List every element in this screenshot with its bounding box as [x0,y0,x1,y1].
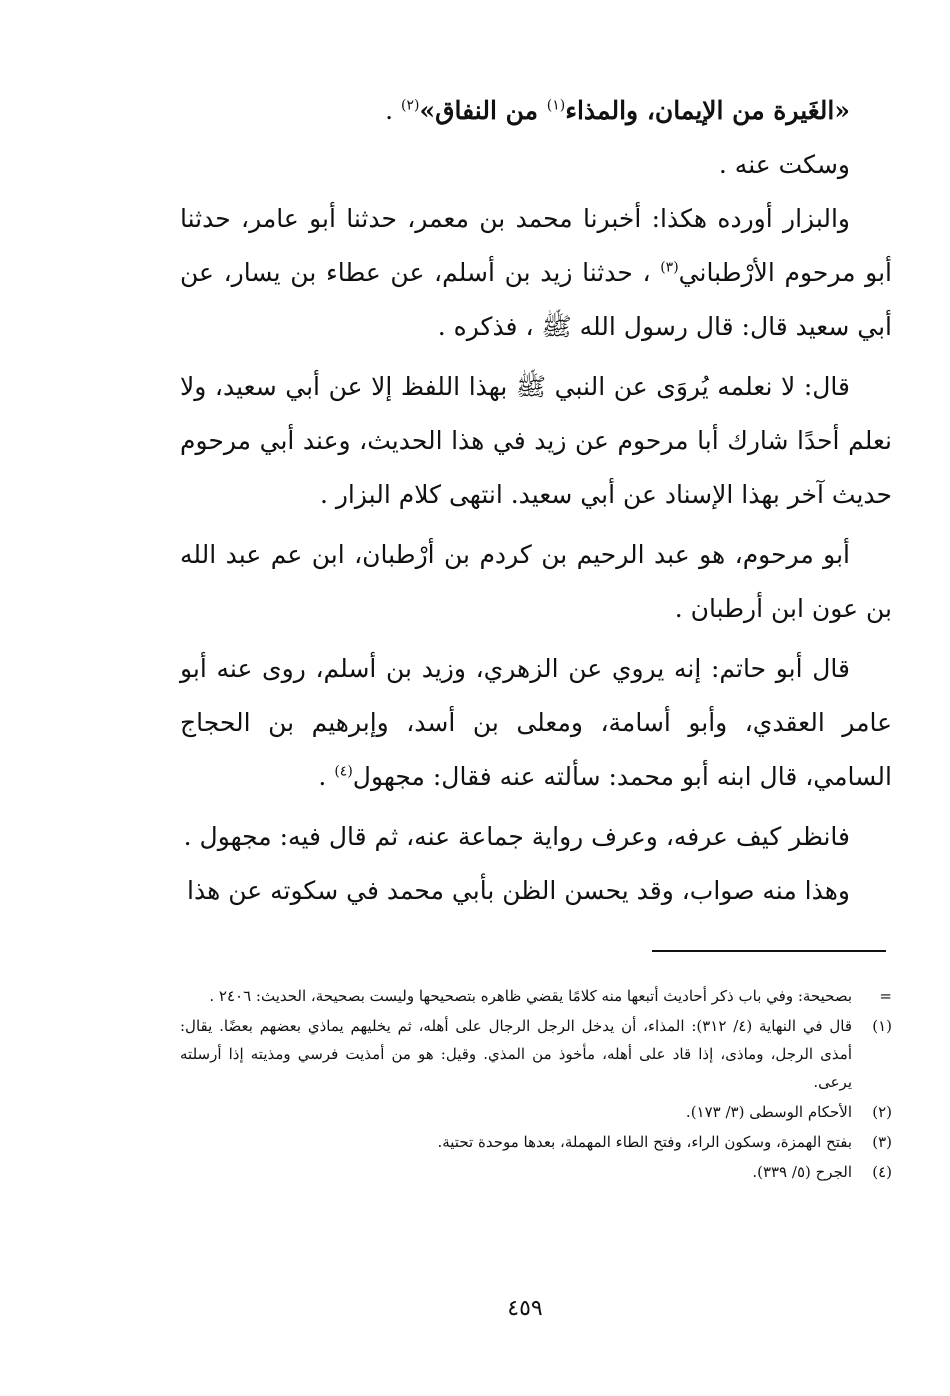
hadith-quote: «الغَيرة من الإيمان، والمذاء [565,96,850,125]
footnote-continued [180,982,892,1010]
footnote-ref-1: (١) [546,97,566,114]
footnote-3 [180,1128,892,1156]
footnote-number: (٢) [872,1103,892,1121]
footnote-text: بصحيحة: وفي باب ذكر أحاديث أتبعها منه كلامًا يقضي ظاهره بتصحيحها وليست بصحيحة، الحديث: ٢٤٠٦ . [209,987,852,1005]
bazzar-chain-b: ، حدثنا زيد بن أسلم، عن عطاء بن يسار، عن أبي سعيد قال: قال رسول الله ﷺ ، فذكره . [180,258,892,341]
footnote-number: (٤) [872,1163,892,1181]
abu-hatim-end: . [318,762,335,791]
footnote-number: (٣) [872,1133,892,1151]
footnote-text: بفتح الهمزة، وسكون الراء، وفتح الطاء المهملة، بعدها موحدة تحتية. [437,1133,852,1151]
hadith-quote-end: . [385,96,402,125]
footnote-ref-3: (٣) [660,259,679,276]
paragraph-hadith-quote [180,84,892,138]
footnote-1 [180,1012,892,1096]
main-text [180,84,892,918]
paragraph-bazzar-comment: قال: لا نعلمه يُروَى عن النبي ﷺ بهذا اللفظ إلا عن أبي سعيد، ولا نعلم أحدًا شارك أبا مرحوم عن زيد في هذا الحديث، وعند أبي مرحوم حديث آخر بهذا الإسناد عن أبي سعيد. انتهى كلام البزار . [180,372,892,509]
footnote-number: = [879,987,892,1005]
footnote-text: قال في النهاية (٤/ ٣١٢): المذاء، أن يدخل الرجل الرجال على أهله، ثم يخليهم يماذي بعضهم بعضًا. يقال: أمذى الرجل، وماذى، إذا قاد على أهله، مأخوذ من المذي. وقيل: هو من أمذيت فرسي ومذيته إذا أرسلته يرعى. [180,1017,852,1091]
footnote-4 [180,1158,892,1186]
paragraph-correct: وهذا منه صواب، وقد يحسن الظن بأبي محمد في سكوته عن هذا [187,876,850,905]
paragraph-abu-hatim [180,642,892,804]
paragraph-abu-marhum: أبو مرحوم، هو عبد الرحيم بن كردم بن أرْطبان، ابن عم عبد الله بن عون ابن أرطبان . [180,540,892,623]
footnote-ref-2: (٢) [401,97,420,114]
abu-hatim-text: قال أبو حاتم: إنه يروي عن الزهري، وزيد بن أسلم، روى عنه أبو عامر العقدي، وأبو أسامة، ومعلى بن أسد، وإبرهيم بن الحجاج السامي، قال ابنه أبو محمد: سألته عنه فقال: مجهول [180,654,892,791]
footnote-ref-4: (٤) [334,763,353,780]
footnote-text: الأحكام الوسطى (٣/ ١٧٣). [685,1103,852,1121]
paragraph-bazzar [180,192,892,354]
paragraph-observe: فانظر كيف عرفه، وعرف رواية جماعة عنه، ثم قال فيه: مجهول . [183,822,850,851]
hadith-quote-tail: من النفاق» [419,96,547,125]
footnote-divider [652,950,886,952]
bazzar-chain-a: والبزار أورده هكذا: أخبرنا محمد بن معمر، حدثنا أبو عامر، حدثنا أبو مرحوم الأرْطباني [180,204,892,287]
footnote-2 [180,1098,892,1126]
footnote-number: (١) [872,1017,892,1035]
page-number: ٤٥٩ [507,1296,543,1321]
paragraph-silence: وسكت عنه . [718,150,850,179]
footnotes [180,982,892,1188]
footnote-text: الجرح (٥/ ٣٣٩). [752,1163,852,1181]
